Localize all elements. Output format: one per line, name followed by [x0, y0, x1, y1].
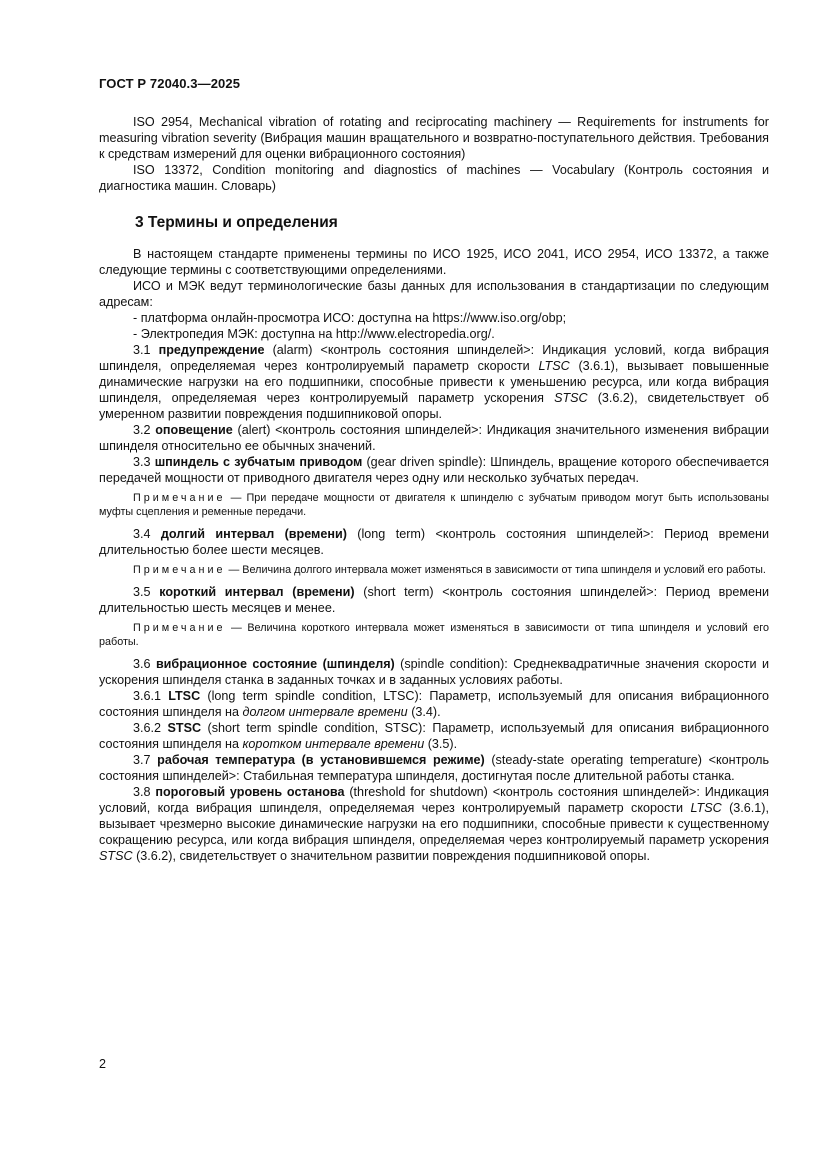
term-definition: (3.6.2), свидетельствует об умеренном развитии повреждения подшипниковой опоры.: [99, 391, 769, 421]
term-number: 3.5: [133, 585, 151, 599]
term-number: 3.6.1: [133, 689, 162, 703]
reference-iso-13372: ISO 13372, Condition monitoring and diagnostics of machines — Vocabulary (Контроль состояния и диагностика машин. Словарь): [99, 163, 769, 193]
note-text: — Величина долгого интервала может изменяться в зависимости от типа шпинделя и условий его работы.: [225, 564, 766, 576]
normative-references: [99, 114, 769, 194]
note-3-5: [99, 621, 769, 649]
term-number: 3.4: [133, 527, 151, 541]
term-definition: (spindle condition): Среднеквадратичные значения скорости и ускорения шпинделя станка в заданных точках и в заданных условиях работы.: [99, 657, 770, 687]
term-name: короткий интервал (времени): [159, 585, 355, 599]
document-id-header: ГОСТ Р 72040.3—2025: [99, 76, 241, 91]
term-number: 3.8: [133, 785, 151, 799]
page-number: 2: [99, 1057, 107, 1071]
term-definition: (3.6.1), вызывает чрезмерно высокие динамические нагрузки на его подшипники, способные привести к существенному сокращению ресурса, или когда вибрация шпинделя, определяемая через контролируемый параметр ускорения: [99, 801, 769, 847]
term-number: 3.2: [133, 423, 151, 437]
intro-paragraph: В настоящем стандарте применены термины по ИСО 1925, ИСО 2041, ИСО 2954, ИСО 13372, а также следующие термины с соответствующими определениями.: [99, 247, 769, 277]
note-text: — Величина короткого интервала может изменяться в зависимости от типа шпинделя и условий его работы.: [99, 622, 769, 648]
term-reference: коротком интервале времени: [242, 737, 425, 751]
term-name: пороговый уровень останова: [155, 785, 345, 799]
term-definition: (3.4).: [407, 705, 441, 719]
term-definition: (3.6.2), свидетельствует о значительном развитии повреждения подшипниковой опоры.: [132, 849, 650, 863]
term-definition: (3.6.1), вызывает повышенные динамические нагрузки на его подшипники, способные привести к уменьшению ресурса, или когда вибрация шпинделя, определяемая через контролируемый параметр ускорения: [99, 359, 770, 405]
term-reference: STSC: [99, 849, 133, 863]
term-3-6-1: [99, 688, 769, 720]
term-name: оповещение: [155, 423, 233, 437]
term-definition: (3.5).: [424, 737, 458, 751]
bullet-electropedia: - Электропедия МЭК: доступна на http://www.electropedia.org/.: [133, 327, 495, 341]
note-label: Примечание: [133, 622, 226, 634]
term-name: STSC: [167, 721, 202, 735]
term-number: 3.1: [133, 343, 151, 357]
term-name: предупреждение: [158, 343, 265, 357]
reference-iso-2954: ISO 2954, Mechanical vibration of rotating and reciprocating machinery — Requirements for instruments for measuring vibration severity (Вибрация машин вращательного и возвратно-поступательного действия. Требования к средствам измерений для оценки вибрационного состояния): [99, 115, 769, 161]
term-number: 3.6.2: [133, 721, 162, 735]
term-reference: STSC: [554, 391, 588, 405]
term-3-4: [99, 526, 769, 558]
term-definition: (threshold for shutdown) <контроль состояния шпинделей>: Индикация условий, когда вибрация шпинделя, определяемая через контролируемый параметр скорости: [99, 785, 769, 815]
term-definition: (short term) <контроль состояния шпинделей>: Период времени длительностью шесть месяцев и менее.: [99, 585, 770, 615]
term-name: LTSC: [168, 689, 201, 703]
note-3-4: [99, 563, 769, 577]
term-reference: LTSC: [538, 359, 570, 373]
term-3-5: [99, 584, 769, 616]
term-number: 3.3: [133, 455, 151, 469]
note-3-3: [99, 491, 769, 519]
term-definition: (long term spindle condition, LTSC): Параметр, используемый для описания вибрационного состояния шпинделя на: [99, 689, 770, 719]
term-3-3: [99, 454, 769, 486]
term-definition: (short term spindle condition, STSC): Параметр, используемый для описания вибрационного состояния шпинделя на: [99, 721, 769, 751]
term-number: 3.7: [133, 753, 151, 767]
term-name: долгий интервал (времени): [160, 527, 347, 541]
term-3-2: [99, 422, 769, 454]
term-definition: (alarm) <контроль состояния шпинделей>: Индикация условий, когда вибрация шпинделя, определяемая через контролируемый параметр скорости: [99, 343, 769, 373]
term-reference: долгом интервале времени: [242, 705, 408, 719]
section-title: 3 Термины и определения: [135, 214, 338, 231]
term-3-6-2: [99, 720, 769, 752]
term-definition: (steady-state operating temperature) <контроль состояния шпинделей>: Стабильная температура шпинделя, достигнутая после длительной работы станка.: [99, 753, 770, 783]
term-definition: (gear driven spindle): Шпиндель, вращение которого обеспечивается передачей мощности от приводного двигателя через одну или несколько зубчатых передач.: [99, 455, 769, 485]
term-definition: (alert) <контроль состояния шпинделей>: Индикация значительного изменения вибрации шпинделя относительно ее обычных значений.: [99, 423, 769, 453]
note-text: — При передаче мощности от двигателя к шпинделю с зубчатым приводом могут быть использованы муфты сцепления и ременные передачи.: [99, 492, 769, 518]
term-name: рабочая температура (в установившемся режиме): [157, 753, 485, 767]
term-3-1: [99, 342, 769, 422]
term-name: вибрационное состояние (шпинделя): [155, 657, 395, 671]
term-definition: (long term) <контроль состояния шпинделей>: Период времени длительностью более шести месяцев.: [99, 527, 770, 557]
term-number: 3.6: [133, 657, 151, 671]
term-3-8: [99, 784, 769, 864]
note-label: Примечание: [133, 492, 226, 504]
terminology-databases-paragraph: ИСО и МЭК ведут терминологические базы данных для использования в стандартизации по следующим адресам:: [99, 279, 769, 309]
page-content: [99, 114, 769, 864]
term-3-7: [99, 752, 769, 784]
bullet-iso-obp: - платформа онлайн-просмотра ИСО: доступна на https://www.iso.org/obp;: [133, 311, 567, 325]
term-name: шпиндель с зубчатым приводом: [154, 455, 363, 469]
term-reference: LTSC: [690, 801, 722, 815]
term-3-6: [99, 656, 769, 688]
note-label: Примечание: [133, 564, 226, 576]
